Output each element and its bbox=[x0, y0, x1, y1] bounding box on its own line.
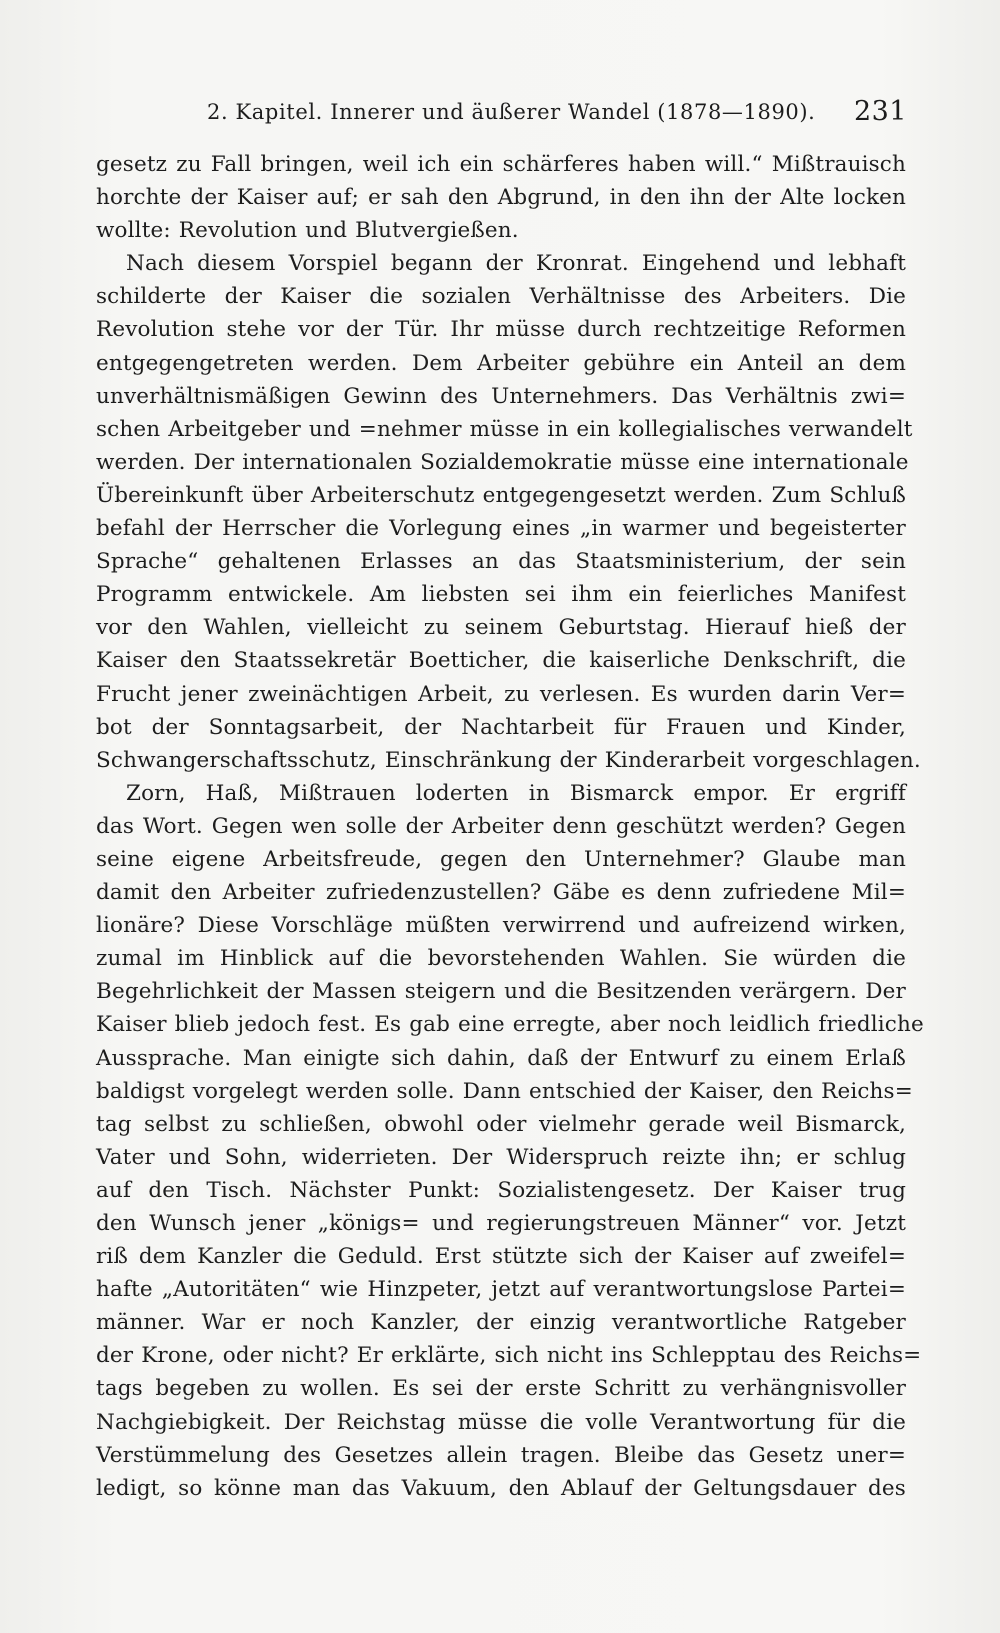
text-line: auf den Tisch. Nächster Punkt: Sozialistengesetz. Der Kaiser trug bbox=[96, 1177, 906, 1203]
text-line: lionäre? Diese Vorschläge müßten verwirrend und aufreizend wirken, bbox=[96, 913, 906, 939]
text-line: der Krone, oder nicht? Er erklärte, sich nicht ins Schlepptau des Reichs= bbox=[96, 1343, 922, 1369]
text-line: zumal im Hinblick auf die bevorstehenden Wahlen. Sie würden die bbox=[96, 946, 906, 972]
text-line: tag selbst zu schließen, obwohl oder vielmehr gerade weil Bismarck, bbox=[96, 1111, 906, 1137]
text-line: Schwangerschaftsschutz, Einschränkung der Kinderarbeit vorgeschlagen. bbox=[96, 747, 921, 773]
text-line: Aussprache. Man einigte sich dahin, daß der Entwurf zu einem Erlaß bbox=[96, 1045, 906, 1071]
text-line: gesetz zu Fall bringen, weil ich ein schärferes haben will.“ Mißtrauisch bbox=[96, 152, 906, 177]
text-line: horchte der Kaiser auf; er sah den Abgrund, in den ihn der Alte locken bbox=[96, 185, 906, 211]
text-line: Kaiser den Staatssekretär Boetticher, die kaiserliche Denkschrift, die bbox=[96, 648, 906, 674]
text-line: befahl der Herrscher die Vorlegung eines „in warmer und begeisterter bbox=[96, 516, 906, 542]
text-line: Kaiser blieb jedoch fest. Es gab eine erregte, aber noch leidlich friedliche bbox=[96, 1012, 924, 1038]
text-line: seine eigene Arbeitsfreude, gegen den Unternehmer? Glaube man bbox=[96, 846, 906, 872]
text-line: Nachgiebigkeit. Der Reichstag müsse die volle Verantwortung für die bbox=[96, 1409, 906, 1435]
text-line: riß dem Kanzler die Geduld. Erst stützte sich der Kaiser auf zweifel= bbox=[96, 1244, 906, 1270]
text-line: baldigst vorgelegt werden solle. Dann entschied der Kaiser, den Reichs= bbox=[96, 1078, 913, 1104]
text-line: Revolution stehe vor der Tür. Ihr müsse durch rechtzeitige Reformen bbox=[96, 317, 906, 343]
text-line: ledigt, so könne man das Vakuum, den Ablauf der Geltungsdauer des bbox=[96, 1475, 906, 1501]
text-line: Zorn, Haß, Mißtrauen loderten in Bismarck empor. Er ergriff bbox=[126, 780, 906, 806]
text-line: Frucht jener zweinächtigen Arbeit, zu verlesen. Es wurden darin Ver= bbox=[96, 681, 906, 707]
text-line: werden. Der internationalen Sozialdemokratie müsse eine internationale bbox=[96, 449, 909, 475]
text-line: schilderte der Kaiser die sozialen Verhältnisse des Arbeiters. Die bbox=[96, 284, 906, 310]
text-line: bot der Sonntagsarbeit, der Nachtarbeit für Frauen und Kinder, bbox=[96, 714, 906, 740]
text-line: Verstümmelung des Gesetzes allein tragen. Bleibe das Gesetz uner= bbox=[96, 1442, 906, 1468]
text-line: Vater und Sohn, widerrieten. Der Widerspruch reizte ihn; er schlug bbox=[96, 1144, 906, 1170]
text-line: tags begeben zu wollen. Es sei der erste Schritt zu verhängnisvoller bbox=[96, 1376, 906, 1402]
text-line: Nach diesem Vorspiel begann der Kronrat. Eingehend und lebhaft bbox=[126, 251, 906, 277]
running-head bbox=[207, 96, 907, 132]
body-text bbox=[96, 148, 924, 1505]
text-line: Begehrlichkeit der Massen steigern und die Besitzenden verärgern. Der bbox=[96, 979, 906, 1005]
text-line: Programm entwickele. Am liebsten sei ihm ein feierliches Manifest bbox=[96, 582, 906, 608]
text-line: damit den Arbeiter zufriedenzustellen? Gäbe es denn zufriedene Mil= bbox=[96, 880, 906, 906]
page-number: 231 bbox=[853, 96, 907, 127]
text-line: den Wunsch jener „königs= und regierungstreuen Männer“ vor. Jetzt bbox=[96, 1211, 906, 1236]
text-line: Sprache“ gehaltenen Erlasses an das Staatsministerium, der sein bbox=[96, 549, 906, 575]
text-line: entgegengetreten werden. Dem Arbeiter gebühre ein Anteil an dem bbox=[96, 350, 906, 376]
text-line: schen Arbeitgeber und =nehmer müsse in ein kollegialisches verwandelt bbox=[96, 416, 913, 442]
text-line: wollte: Revolution und Blutvergießen. bbox=[96, 218, 519, 244]
text-line: hafte „Autoritäten“ wie Hinzpeter, jetzt auf verantwortungslose Partei= bbox=[96, 1277, 906, 1303]
text-line: vor den Wahlen, vielleicht zu seinem Geburtstag. Hierauf hieß der bbox=[96, 615, 906, 641]
chapter-heading: 2. Kapitel. Innerer und äußerer Wandel (1878—1890). bbox=[207, 100, 816, 124]
text-line: Übereinkunft über Arbeiterschutz entgegengesetzt werden. Zum Schluß bbox=[96, 482, 906, 508]
text-line: das Wort. Gegen wen solle der Arbeiter denn geschützt werden? Gegen bbox=[96, 813, 906, 839]
text-line: männer. War er noch Kanzler, der einzig verantwortliche Ratgeber bbox=[96, 1310, 906, 1336]
text-line: unverhältnismäßigen Gewinn des Unternehmers. Das Verhältnis zwi= bbox=[96, 383, 906, 409]
